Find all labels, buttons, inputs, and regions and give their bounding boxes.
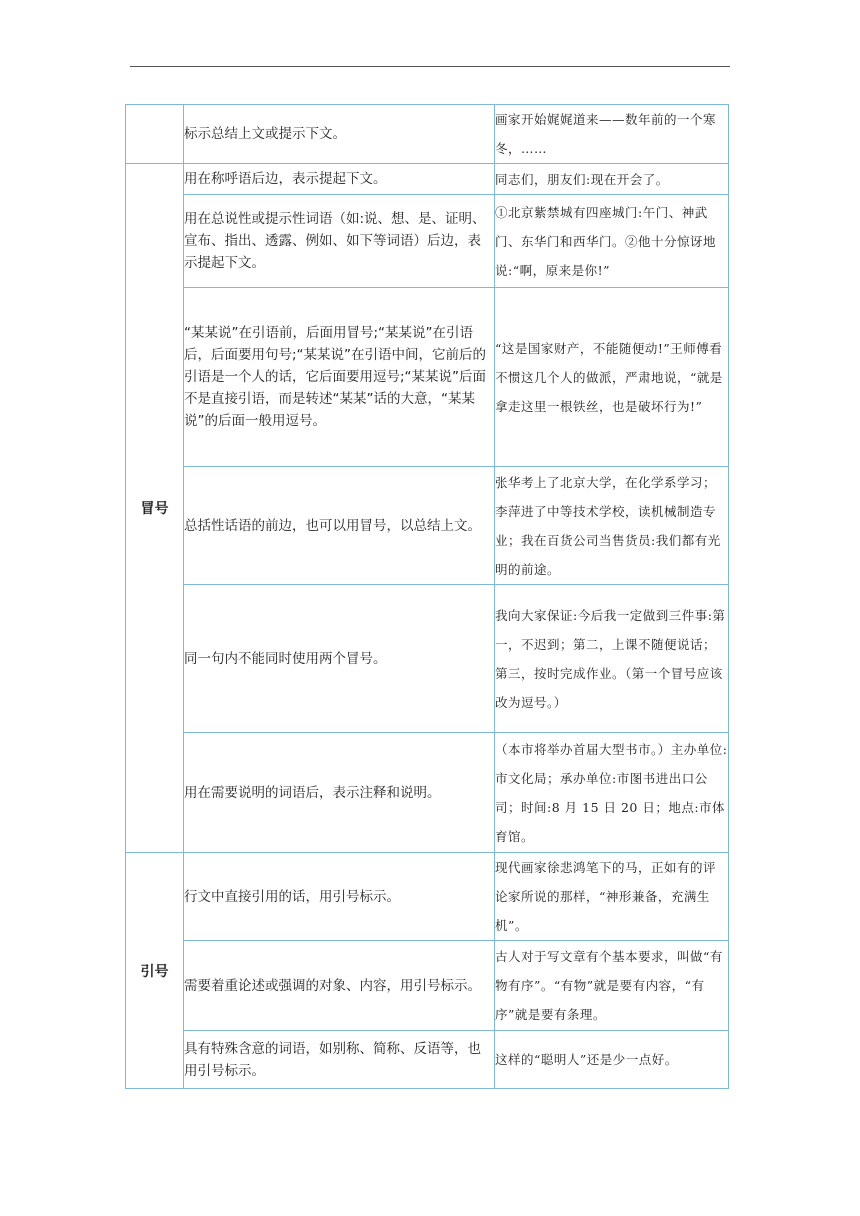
example-cell: 画家开始娓娓道来——数年前的一个寒冬，…… [495, 105, 729, 164]
table-row [126, 733, 729, 853]
usage-cell: 标示总结上文或提示下文。 [184, 105, 495, 164]
usage-cell: 用在需要说明的词语后，表示注释和说明。 [184, 733, 495, 853]
table-row [126, 195, 729, 288]
table-row [126, 288, 729, 467]
table-row [126, 585, 729, 733]
category-cell-empty [126, 105, 184, 164]
example-cell: 张华考上了北京大学，在化学系学习；李萍进了中等技术学校，读机械制造专业；我在百货公司当售货员:我们都有光明的前途。 [495, 467, 729, 585]
usage-cell: 具有特殊含意的词语，如别称、简称、反语等，也用引号标示。 [184, 1031, 495, 1089]
table-row [126, 164, 729, 195]
example-cell: 同志们，朋友们:现在开会了。 [495, 164, 729, 195]
usage-cell: 总括性话语的前边，也可以用冒号，以总结上文。 [184, 467, 495, 585]
table-row [126, 853, 729, 941]
usage-cell: 同一句内不能同时使用两个冒号。 [184, 585, 495, 733]
example-cell: “这是国家财产，不能随便动!”王师傅看不惯这几个人的做派，严肃地说，“就是拿走这里一根铁丝，也是破坏行为!” [495, 288, 729, 467]
example-cell: （本市将举办首届大型书市。）主办单位:市文化局；承办单位:市图书进出口公司；时间:8 月 15 日 20 日；地点:市体育馆。 [495, 733, 729, 853]
example-cell: 古人对于写文章有个基本要求，叫做“有物有序”。“有物”就是要有内容，“有序”就是要有条理。 [495, 941, 729, 1031]
table-row [126, 941, 729, 1031]
usage-cell: 用在称呼语后边，表示提起下文。 [184, 164, 495, 195]
usage-cell: 需要着重论述或强调的对象、内容，用引号标示。 [184, 941, 495, 1031]
usage-cell: 行文中直接引用的话，用引号标示。 [184, 853, 495, 941]
table-row [126, 105, 729, 164]
table-row [126, 467, 729, 585]
header-rule [130, 66, 730, 67]
example-cell: ①北京紫禁城有四座城门:午门、神武门、东华门和西华门。②他十分惊讶地说:“啊，原来是你!” [495, 195, 729, 288]
punctuation-table [125, 104, 729, 1089]
example-cell: 我向大家保证:今后我一定做到三件事:第一，不迟到；第二，上课不随便说话；第三，按时完成作业。（第一个冒号应该改为逗号。） [495, 585, 729, 733]
example-cell: 这样的“聪明人”还是少一点好。 [495, 1031, 729, 1089]
category-cell-colon: 冒号 [126, 164, 184, 853]
usage-cell: 用在总说性或提示性词语（如:说、想、是、证明、宣布、指出、透露、例如、如下等词语）后边，表示提起下文。 [184, 195, 495, 288]
usage-cell: “某某说”在引语前，后面用冒号;“某某说”在引语后，后面要用句号;“某某说”在引语中间，它前后的引语是一个人的话，它后面要用逗号;“某某说”后面不是直接引语，而是转述“某某”话的大意，“某某说”的后面一般用逗号。 [184, 288, 495, 467]
example-cell: 现代画家徐悲鸿笔下的马，正如有的评论家所说的那样，“神形兼备，充满生机”。 [495, 853, 729, 941]
table-row [126, 1031, 729, 1089]
category-cell-quotes: 引号 [126, 853, 184, 1089]
